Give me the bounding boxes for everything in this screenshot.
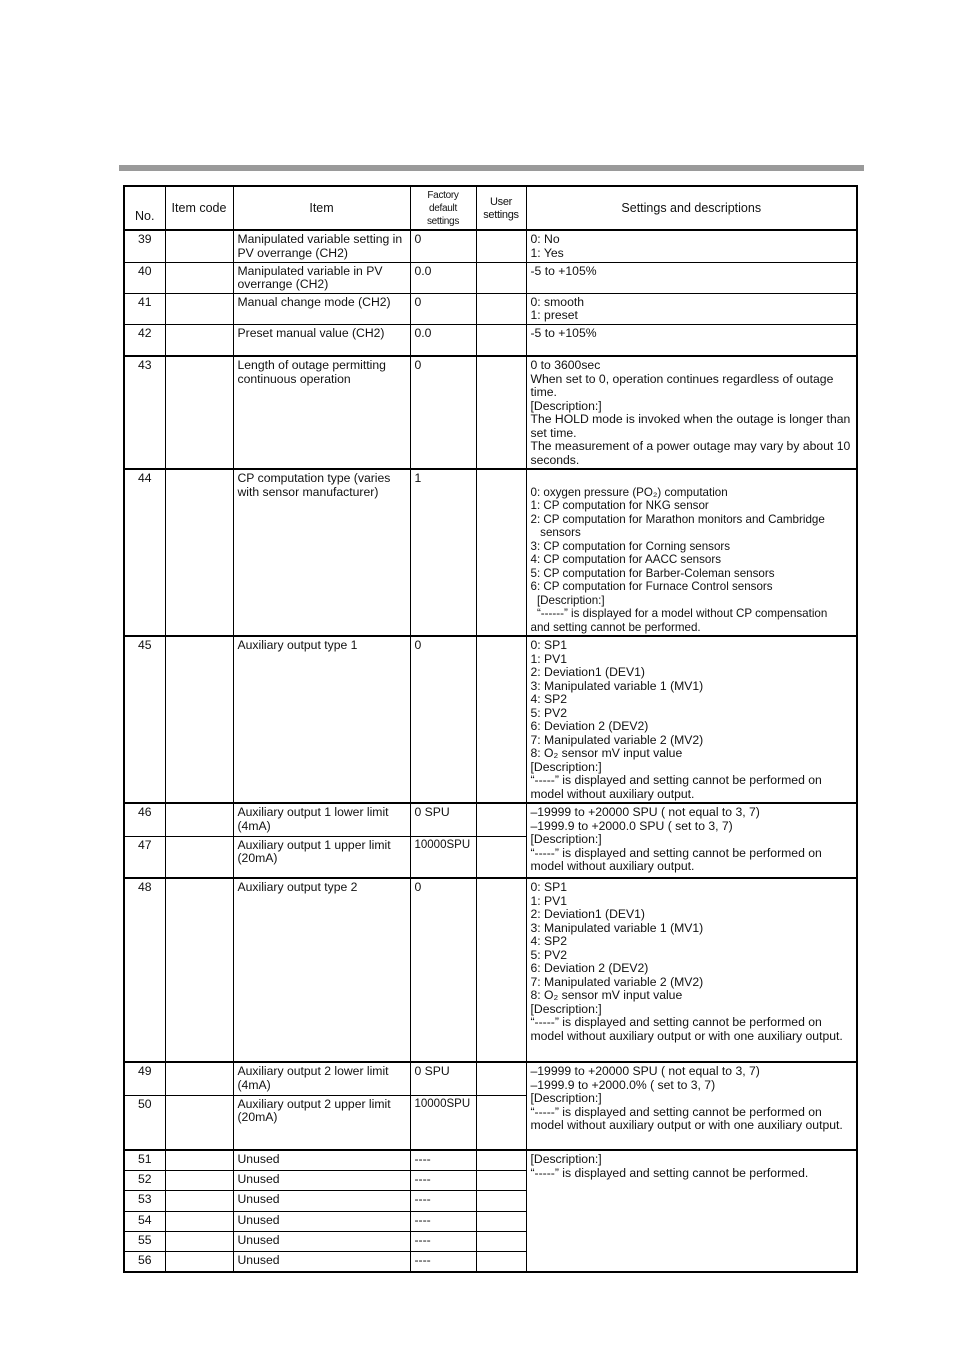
- header-rule: [119, 165, 864, 171]
- desc-cell: 0: oxygen pressure (PO₂) computation 1: CP computation for NKG sensor 2: CP computation for Marathon monitors and Cambridge sensors 3: CP computation for Corning sensors 4: CP computation for AACC sensors 5: CP computation for Barber-Coleman sensors 6: CP computation for Furnace Control sensors [Description:] “------” is displayed for a model without CP compensation and setting cannot be performed.: [526, 469, 857, 636]
- desc-cell-merged: –19999 to +20000 SPU ( not equal to 3, 7) –1999.9 to +2000.0% ( set to 3, 7) [Description:] “-----” is displayed and setting cannot be performed on model without auxiliary output or with one auxiliary output.: [526, 1062, 857, 1150]
- row-no: 43: [124, 356, 165, 469]
- item-cell: Auxiliary output type 1: [233, 636, 410, 803]
- item-cell: Manipulated variable setting in PV overrange (CH2): [233, 230, 410, 262]
- user-cell: [476, 1170, 526, 1190]
- item-cell: Unused: [233, 1170, 410, 1190]
- user-cell: [476, 1211, 526, 1231]
- item-cell: Unused: [233, 1190, 410, 1211]
- user-cell: [476, 878, 526, 1062]
- col-user-settings: User settings: [476, 186, 526, 230]
- item-code-cell: [165, 1150, 233, 1170]
- col-item-code: Item code: [165, 186, 233, 230]
- item-code-cell: [165, 324, 233, 356]
- table-row: [124, 803, 857, 836]
- item-cell: Auxiliary output 2 lower limit (4mA): [233, 1062, 410, 1095]
- row-no: 54: [124, 1211, 165, 1231]
- row-no: 48: [124, 878, 165, 1062]
- row-no: 39: [124, 230, 165, 262]
- item-cell: Manual change mode (CH2): [233, 293, 410, 324]
- item-cell: Unused: [233, 1211, 410, 1231]
- col-item: Item: [233, 186, 410, 230]
- user-cell: [476, 469, 526, 636]
- item-cell: Manipulated variable in PV overrange (CH2): [233, 262, 410, 293]
- user-cell: [476, 1231, 526, 1251]
- col-factory-default: Factory default settings: [410, 186, 476, 230]
- table-row: [124, 878, 857, 1062]
- item-code-cell: [165, 1062, 233, 1095]
- item-code-cell: [165, 1231, 233, 1251]
- default-cell: 0: [410, 293, 476, 324]
- default-cell: ----: [410, 1170, 476, 1190]
- table-row: [124, 636, 857, 803]
- item-cell: Preset manual value (CH2): [233, 324, 410, 356]
- table-row: [124, 469, 857, 636]
- desc-cell-merged: –19999 to +20000 SPU ( not equal to 3, 7) –1999.9 to +2000.0 SPU ( set to 3, 7) [Description:] “-----” is displayed and setting cannot be performed on model without auxiliary output.: [526, 803, 857, 878]
- row-no: 49: [124, 1062, 165, 1095]
- default-cell: 0: [410, 230, 476, 262]
- user-cell: [476, 1251, 526, 1272]
- col-no: No.: [124, 186, 165, 230]
- default-cell: 0: [410, 878, 476, 1062]
- default-cell: ----: [410, 1231, 476, 1251]
- default-cell: ----: [410, 1190, 476, 1211]
- item-code-cell: [165, 836, 233, 878]
- item-code-cell: [165, 469, 233, 636]
- item-cell: Auxiliary output type 2: [233, 878, 410, 1062]
- desc-cell: -5 to +105%: [526, 324, 857, 356]
- row-no: 44: [124, 469, 165, 636]
- item-code-cell: [165, 1170, 233, 1190]
- item-cell: CP computation type (varies with sensor manufacturer): [233, 469, 410, 636]
- item-code-cell: [165, 636, 233, 803]
- row-no: 56: [124, 1251, 165, 1272]
- row-no: 53: [124, 1190, 165, 1211]
- item-code-cell: [165, 1251, 233, 1272]
- table-row: [124, 293, 857, 324]
- desc-cell: 0: SP1 1: PV1 2: Deviation1 (DEV1) 3: Manipulated variable 1 (MV1) 4: SP2 5: PV2 6: Deviation 2 (DEV2) 7: Manipulated variable 2 (MV2) 8: O₂ sensor mV input value [Description:] “-----” is displayed and setting cannot be performed on model without auxiliary output.: [526, 636, 857, 803]
- item-cell: Unused: [233, 1251, 410, 1272]
- default-cell: 10000SPU: [410, 1095, 476, 1150]
- default-cell: 0.0: [410, 324, 476, 356]
- user-cell: [476, 324, 526, 356]
- user-cell: [476, 1062, 526, 1095]
- default-cell: ----: [410, 1211, 476, 1231]
- item-code-cell: [165, 293, 233, 324]
- user-cell: [476, 356, 526, 469]
- default-cell: ----: [410, 1251, 476, 1272]
- row-no: 41: [124, 293, 165, 324]
- item-cell: Auxiliary output 1 lower limit (4mA): [233, 803, 410, 836]
- table-row: [124, 324, 857, 356]
- item-cell: Length of outage permitting continuous operation: [233, 356, 410, 469]
- row-no: 51: [124, 1150, 165, 1170]
- user-cell: [476, 262, 526, 293]
- user-cell: [476, 1190, 526, 1211]
- row-no: 50: [124, 1095, 165, 1150]
- row-no: 46: [124, 803, 165, 836]
- user-cell: [476, 1095, 526, 1150]
- table-header: [124, 186, 857, 230]
- desc-cell-merged: [Description:] “-----” is displayed and setting cannot be performed.: [526, 1150, 857, 1272]
- settings-table: [123, 185, 858, 1273]
- table-row: [124, 230, 857, 262]
- desc-cell: -5 to +105%: [526, 262, 857, 293]
- desc-cell: 0: SP1 1: PV1 2: Deviation1 (DEV1) 3: Manipulated variable 1 (MV1) 4: SP2 5: PV2 6: Deviation 2 (DEV2) 7: Manipulated variable 2 (MV2) 8: O₂ sensor mV input value [Description:] “-----” is displayed and setting cannot be performed on model without auxiliary output or with one auxiliary output.: [526, 878, 857, 1062]
- desc-cell: 0 to 3600sec When set to 0, operation continues regardless of outage time. [Description:] The HOLD mode is invoked when the outage is longer than set time. The measurement of a power outage may vary by about 10 seconds.: [526, 356, 857, 469]
- user-cell: [476, 293, 526, 324]
- default-cell: ----: [410, 1150, 476, 1170]
- item-cell: Auxiliary output 1 upper limit (20mA): [233, 836, 410, 878]
- table-row: [124, 1150, 857, 1170]
- item-code-cell: [165, 262, 233, 293]
- item-code-cell: [165, 230, 233, 262]
- item-cell: Unused: [233, 1150, 410, 1170]
- row-no: 45: [124, 636, 165, 803]
- user-cell: [476, 836, 526, 878]
- table-row: [124, 1062, 857, 1095]
- item-code-cell: [165, 803, 233, 836]
- col-settings: Settings and descriptions: [526, 186, 857, 230]
- item-code-cell: [165, 356, 233, 469]
- item-code-cell: [165, 878, 233, 1062]
- item-cell: Unused: [233, 1231, 410, 1251]
- user-cell: [476, 803, 526, 836]
- user-cell: [476, 230, 526, 262]
- desc-cell: 0: No 1: Yes: [526, 230, 857, 262]
- table-row: [124, 356, 857, 469]
- default-cell: 0 SPU: [410, 1062, 476, 1095]
- row-no: 55: [124, 1231, 165, 1251]
- item-code-cell: [165, 1190, 233, 1211]
- row-no: 52: [124, 1170, 165, 1190]
- desc-cell: 0: smooth 1: preset: [526, 293, 857, 324]
- default-cell: 0: [410, 356, 476, 469]
- default-cell: 0 SPU: [410, 803, 476, 836]
- item-code-cell: [165, 1211, 233, 1231]
- user-cell: [476, 1150, 526, 1170]
- table-row: [124, 262, 857, 293]
- default-cell: 0.0: [410, 262, 476, 293]
- item-code-cell: [165, 1095, 233, 1150]
- default-cell: 1: [410, 469, 476, 636]
- row-no: 47: [124, 836, 165, 878]
- item-cell: Auxiliary output 2 upper limit (20mA): [233, 1095, 410, 1150]
- default-cell: 0: [410, 636, 476, 803]
- user-cell: [476, 636, 526, 803]
- row-no: 42: [124, 324, 165, 356]
- default-cell: 10000SPU: [410, 836, 476, 878]
- row-no: 40: [124, 262, 165, 293]
